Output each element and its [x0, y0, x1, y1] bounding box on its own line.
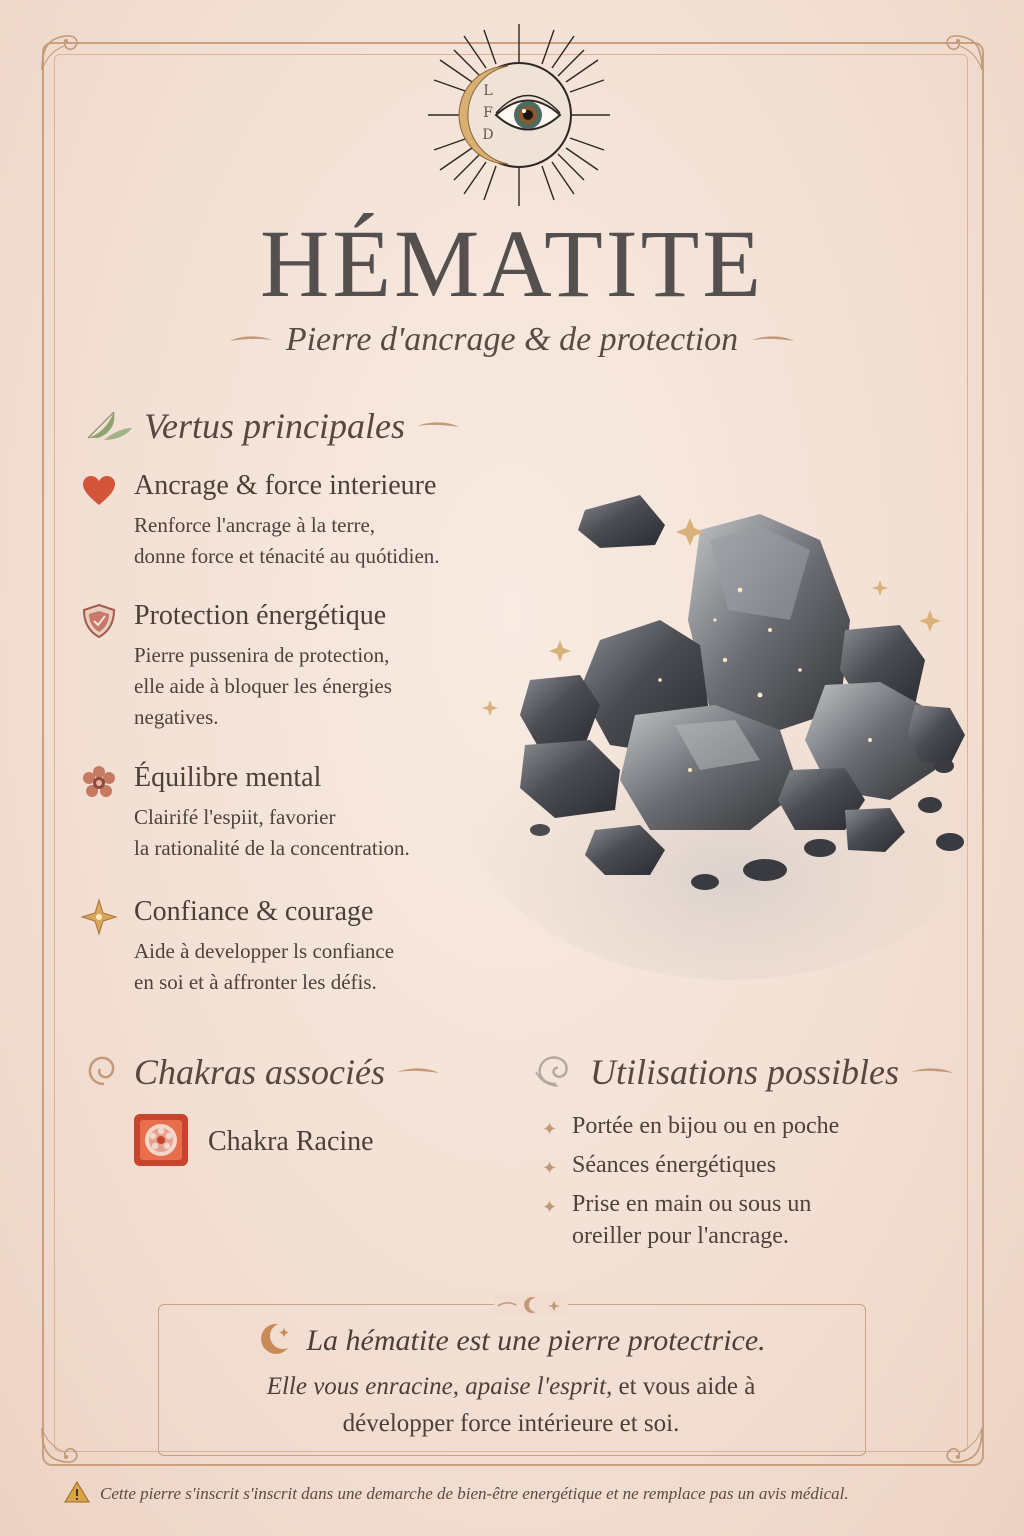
- flourish-right-icon: [750, 331, 796, 350]
- chakras-heading-row: [84, 1050, 441, 1094]
- warning-icon: [64, 1480, 90, 1508]
- quote-line: [158, 1368, 864, 1405]
- section-heading: Utilisations possibles: [590, 1052, 900, 1092]
- list-item-text: Séances énergétiques: [572, 1152, 777, 1178]
- quote-fragment: Elle vous: [266, 1373, 366, 1400]
- list-item: [540, 1110, 960, 1142]
- corner-ornament: [942, 1422, 988, 1468]
- corner-ornament: [942, 30, 988, 76]
- virtue-title: Équilibre mental: [134, 762, 322, 793]
- leaf-icon: [84, 404, 134, 448]
- subtitle-row: [0, 318, 1024, 362]
- flourish-left-icon: [228, 331, 274, 350]
- virtue-title: Confiance & courage: [134, 896, 374, 927]
- page-title: HÉMATITE: [260, 210, 764, 317]
- virtue-description-line: en soi et à affronter les défis.: [134, 970, 377, 994]
- flourish-icon: [415, 417, 461, 436]
- list-item-text: oreiller pour l'ancrage.: [572, 1223, 789, 1249]
- flourish-icon: [909, 1063, 955, 1082]
- list-item: [540, 1149, 960, 1181]
- root-chakra-icon: [132, 1112, 190, 1172]
- crescent-moon-icon: [256, 1320, 294, 1362]
- virtue-description-line: donne force et ténacité au quótidien.: [134, 544, 440, 568]
- virtue-title: Ancrage & force interieure: [134, 470, 437, 501]
- virtue-description-line: negatives.: [134, 705, 219, 729]
- quote-line: développer force intérieure et soi.: [342, 1410, 680, 1437]
- quote-title: La hématite est une pierre protectrice.: [306, 1324, 766, 1357]
- virtue-description-line: elle aide à bloquer les énergies: [134, 674, 392, 698]
- swirl-icon: [532, 1050, 580, 1094]
- page-subtitle: Pierre d'ancrage & de protection: [285, 321, 739, 358]
- chakra-label: Chakra Racine: [208, 1126, 374, 1157]
- heart-icon: [80, 472, 118, 510]
- flower-icon: [80, 764, 118, 802]
- quote-emphasis: enracine, apaise l'esprit,: [365, 1373, 613, 1400]
- sun-eye-logo-icon: [424, 20, 614, 210]
- disclaimer-row: [64, 1480, 984, 1508]
- logo-letter: L: [483, 83, 493, 99]
- quote-fragment: et vous aide à: [612, 1373, 756, 1400]
- sparkle-icon: ✦: [542, 1197, 558, 1217]
- quote-text: [158, 1368, 864, 1442]
- star-icon: [80, 898, 118, 936]
- section-heading: Chakras associés: [134, 1052, 385, 1092]
- list-item-text: Prise en main ou sous un: [572, 1191, 812, 1217]
- quote-title-row: [158, 1320, 864, 1362]
- moon-star-ornament-icon: [494, 1294, 568, 1316]
- vertus-heading-row: [84, 404, 461, 448]
- section-heading: Vertus principales: [144, 406, 405, 446]
- utilisations-list: [540, 1110, 960, 1259]
- disclaimer-text: Cette pierre s'inscrit s'inscrit dans une demarche de bien-être energétique et ne remplace pas un avis médical.: [100, 1484, 849, 1503]
- virtue-description-line: la rationalité de la concentration.: [134, 836, 410, 860]
- corner-ornament: [36, 30, 82, 76]
- logo-letter: F: [483, 105, 493, 121]
- shield-icon: [80, 602, 118, 640]
- hematite-stones-illustration: [460, 470, 980, 990]
- sparkle-icon: ✦: [542, 1158, 558, 1178]
- list-item-text: Portée en bijou ou en poche: [572, 1113, 840, 1139]
- virtue-title: Protection énergétique: [134, 600, 387, 631]
- virtue-description-line: Aide à developper ls confiance: [134, 939, 395, 963]
- corner-ornament: [36, 1422, 82, 1468]
- list-item: [540, 1188, 960, 1252]
- logo-letters: [478, 80, 498, 146]
- virtue-description-line: Renforce l'ancrage à la terre,: [134, 513, 376, 537]
- flourish-icon: [395, 1063, 441, 1082]
- virtue-description-line: Clairifé l'espiit, favorier: [134, 805, 336, 829]
- logo-letter: D: [482, 127, 494, 143]
- utilisations-heading-row: [532, 1050, 955, 1094]
- spiral-icon: [84, 1050, 124, 1094]
- sparkle-icon: ✦: [542, 1119, 558, 1139]
- chakra-item: [132, 1112, 374, 1172]
- virtue-description-line: Pierre pussenira de protection,: [134, 643, 390, 667]
